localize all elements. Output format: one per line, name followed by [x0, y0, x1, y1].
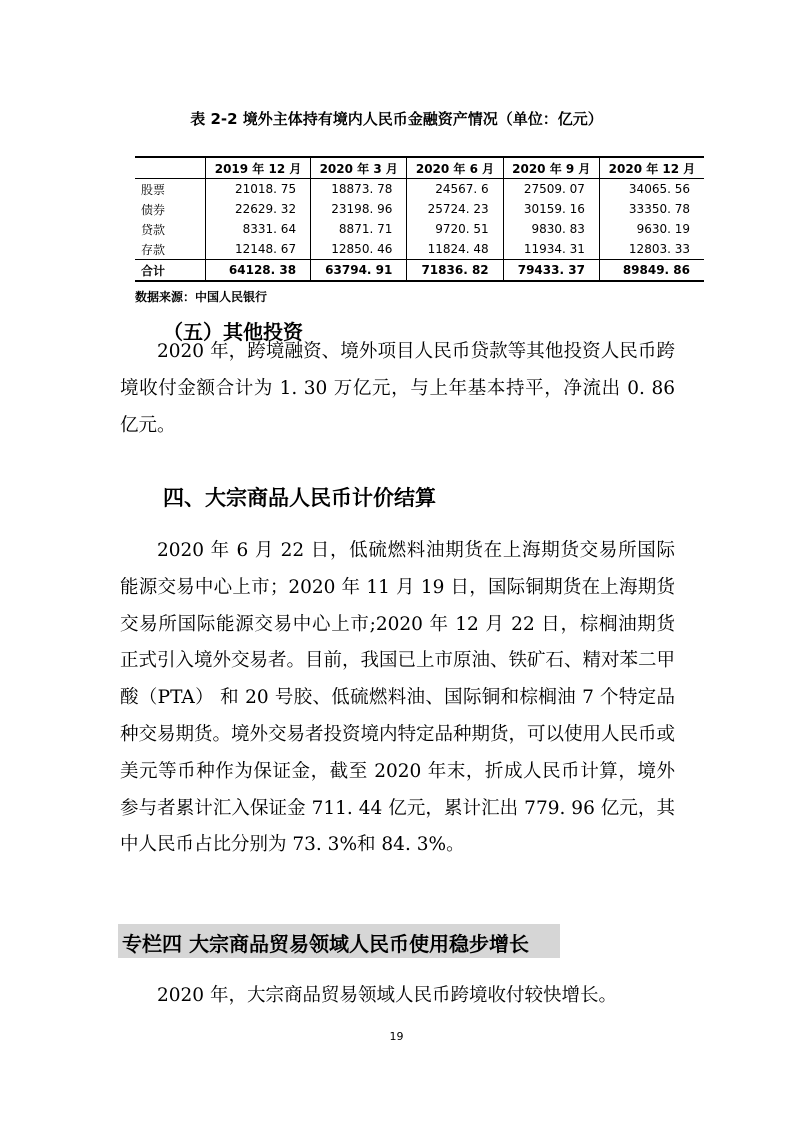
- column-title: 专栏四 大宗商品贸易领域人民币使用稳步增长: [122, 932, 529, 956]
- paragraph-column: 2020 年，大宗商品贸易领域人民币跨境收付较快增长。: [157, 985, 617, 1006]
- table-cell: 9720. 51: [407, 219, 503, 239]
- table-total-row: [135, 260, 704, 282]
- table-caption: 表 2-2 境外主体持有境内人民币金融资产情况（单位：亿元）: [190, 110, 603, 128]
- table-source: 数据来源：中国人民银行: [135, 290, 268, 304]
- row-label: 贷款: [141, 222, 166, 237]
- table-cell: 64128. 38: [206, 260, 311, 282]
- row-label: 债券: [141, 202, 166, 217]
- row-label: 存款: [141, 242, 166, 257]
- table-cell: 71836. 82: [407, 260, 503, 282]
- table-header-row: [135, 157, 704, 179]
- table-cell: 30159. 16: [503, 199, 599, 219]
- table-cell: 23198. 96: [311, 199, 407, 219]
- table-cell: 18873. 78: [311, 179, 407, 200]
- section-heading-other-investment: （五）其他投资: [163, 320, 303, 344]
- table-cell: 9830. 83: [503, 219, 599, 239]
- table-cell: 12148. 67: [206, 239, 311, 260]
- table-row: [135, 219, 704, 239]
- table-cell: 11934. 31: [503, 239, 599, 260]
- table-cell: 63794. 91: [311, 260, 407, 282]
- table-row: [135, 239, 704, 260]
- page-number: 19: [389, 1030, 404, 1043]
- table-cell: 8331. 64: [206, 219, 311, 239]
- table-cell: 9630. 19: [599, 219, 704, 239]
- table-cell: 25724. 23: [407, 199, 503, 219]
- table-row: [135, 199, 704, 219]
- table-cell: 21018. 75: [206, 179, 311, 200]
- table-cell: 8871. 71: [311, 219, 407, 239]
- paragraph-commodities: 2020 年 6 月 22 日，低硫燃料油期货在上海期货交易所国际能源交易中心上市；2020 年 11 月 19 日，国际铜期货在上海期货交易所国际能源交易中心上市;2020 年 12 月 22 日，棕榈油期货正式引入境外交易者。目前，我国已上市原油、铁矿石、精对苯二甲酸（PTA） 和 20 号胶、低硫燃料油、国际铜和棕榈油 7 个特定品种交易期货。境外交易者投资境内特定品种期货，可以使用人民币或美元等币种作为保证金，截至 2020 年末，折成人民币计算，境外参与者累计汇入保证金 711. 44 亿元，累计汇出 779. 96 亿元，其中人民币占比分别为 73. 3%和 84. 3%。: [120, 540, 676, 856]
- header-cell: [135, 157, 206, 179]
- row-label: 合计: [135, 260, 206, 282]
- table-cell: 22629. 32: [206, 199, 311, 219]
- header-cell: 2020 年 12 月: [599, 157, 704, 179]
- header-cell: 2020 年 9 月: [503, 157, 599, 179]
- table-cell: 24567. 6: [407, 179, 503, 200]
- financial-assets-table: [135, 156, 704, 282]
- table-cell: 27509. 07: [503, 179, 599, 200]
- table-cell: 12803. 33: [599, 239, 704, 260]
- table-cell: 34065. 56: [599, 179, 704, 200]
- section-heading-commodities: 四、大宗商品人民币计价结算: [163, 486, 436, 510]
- row-label: 股票: [141, 182, 166, 197]
- table-cell: 79433. 37: [503, 260, 599, 282]
- paragraph-other-investment: 2020 年，跨境融资、境外项目人民币贷款等其他投资人民币跨境收付金额合计为 1. 30 万亿元，与上年基本持平，净流出 0. 86 亿元。: [120, 341, 675, 436]
- table-cell: 11824. 48: [407, 239, 503, 260]
- header-cell: 2020 年 3 月: [311, 157, 407, 179]
- table-cell: 33350. 78: [599, 199, 704, 219]
- table-cell: 89849. 86: [599, 260, 704, 282]
- table-row: [135, 179, 704, 200]
- header-cell: 2019 年 12 月: [206, 157, 311, 179]
- table-cell: 12850. 46: [311, 239, 407, 260]
- header-cell: 2020 年 6 月: [407, 157, 503, 179]
